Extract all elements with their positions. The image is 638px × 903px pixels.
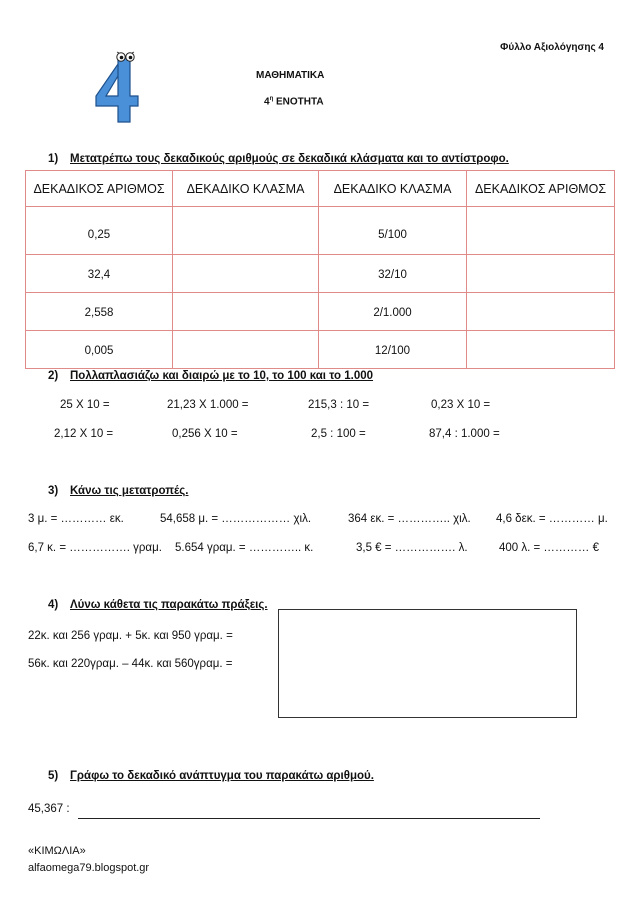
table-cell-answer[interactable] [467,293,615,331]
conversion-table [25,170,615,369]
table-cell-fraction: 12/100 [319,331,467,369]
operation-item: 2,5 : 100 = [311,428,366,440]
expansion-number: 45,367 : [28,803,70,815]
unit-number: 4 [264,96,270,108]
table-cell-answer[interactable] [467,331,615,369]
table-row [26,255,615,293]
question-3-text: Κάνω τις μετατροπές. [70,485,189,497]
question-1-number: 1) [48,153,59,165]
question-1-text: Μετατρέπω τους δεκαδικούς αριθμούς σε δεκαδικά κλάσματα και το αντίστροφο. [70,153,509,165]
conversion-item: 54,658 μ. = ……………… χιλ. [160,513,312,525]
unit-word: ΕΝΟΤΗΤΑ [273,96,324,108]
question-2-text: Πολλαπλασιάζω και διαιρώ με το 10, το 100 και το 1.000 [70,370,374,382]
subject-title: ΜΑΘΗΜΑΤΙΚΑ [256,70,325,81]
answer-line[interactable] [78,818,540,819]
unit-ordinal: η [269,96,274,102]
conversion-item: 364 εκ. = ………….. χιλ. [348,513,471,525]
table-cell-fraction: 2/1.000 [319,293,467,331]
answer-box[interactable] [278,609,577,718]
conversion-item: 3 μ. = ………… εκ. [28,513,124,525]
operation-item: 87,4 : 1.000 = [429,428,500,440]
unit-title [264,96,324,107]
table-cell-answer[interactable] [173,293,319,331]
table-header-cell: ΔΕΚΑΔΙΚΟ ΚΛΑΣΜΑ [173,171,319,207]
logo-pupil-right [129,56,133,60]
table-header-cell: ΔΕΚΑΔΙΚΟ ΚΛΑΣΜΑ [319,171,467,207]
table-row [26,207,615,255]
operation-item: 0,256 Χ 10 = [172,428,238,440]
table-cell-decimal: 2,558 [26,293,173,331]
table-cell-answer[interactable] [173,255,319,293]
table-cell-decimal: 32,4 [26,255,173,293]
table-header-cell: ΔΕΚΑΔΙΚΟΣ ΑΡΙΘΜΟΣ [467,171,615,207]
table-row [26,331,615,369]
conversion-item: 4,6 δεκ. = ………… μ. [496,513,608,525]
operation-item: 21,23 Χ 1.000 = [167,399,249,411]
table-row [26,293,615,331]
question-2-number: 2) [48,370,59,382]
question-5-text: Γράφω το δεκαδικό ανάπτυγμα του παρακάτω αριθμού. [70,770,374,782]
table-cell-fraction: 5/100 [319,207,467,255]
logo-four-shape [96,58,138,122]
question-4-number: 4) [48,599,59,611]
question-4-title [48,599,268,611]
question-1-title [48,153,509,165]
number-four-logo [92,50,148,124]
table-cell-answer[interactable] [467,207,615,255]
table-cell-decimal: 0,005 [26,331,173,369]
footer-brand: «ΚΙΜΩΛΙΑ» [28,845,86,857]
sheet-label: Φύλλο Αξιολόγησης 4 [500,42,604,53]
table-cell-decimal: 0,25 [26,207,173,255]
question-5-number: 5) [48,770,59,782]
operation-item: 25 Χ 10 = [60,399,110,411]
table-header-cell: ΔΕΚΑΔΙΚΟΣ ΑΡΙΘΜΟΣ [26,171,173,207]
conversion-item: 3,5 € = ……………. λ. [356,542,468,554]
conversion-item: 5.654 γραμ. = ………….. κ. [175,542,314,554]
footer-url: alfaomega79.blogspot.gr [28,862,150,874]
question-4-text: Λύνω κάθετα τις παρακάτω πράξεις. [70,599,268,611]
conversion-item: 400 λ. = ………… € [499,542,600,554]
table-cell-answer[interactable] [467,255,615,293]
vertical-operation: 22κ. και 256 γραμ. + 5κ. και 950 γραμ. = [28,630,233,642]
table-cell-fraction: 32/10 [319,255,467,293]
question-3-title [48,485,188,497]
question-3-number: 3) [48,485,59,497]
vertical-operation: 56κ. και 220γραμ. – 44κ. και 560γραμ. = [28,658,233,670]
conversion-item: 6,7 κ. = ……………. γραμ. [28,542,162,554]
table-header-row [26,171,615,207]
operation-item: 2,12 Χ 10 = [54,428,114,440]
operation-item: 0,23 Χ 10 = [431,399,491,411]
table-cell-answer[interactable] [173,207,319,255]
operation-item: 215,3 : 10 = [308,399,370,411]
logo-pupil-left [120,56,124,60]
question-2-title [48,370,373,382]
question-5-title [48,770,374,782]
table-cell-answer[interactable] [173,331,319,369]
